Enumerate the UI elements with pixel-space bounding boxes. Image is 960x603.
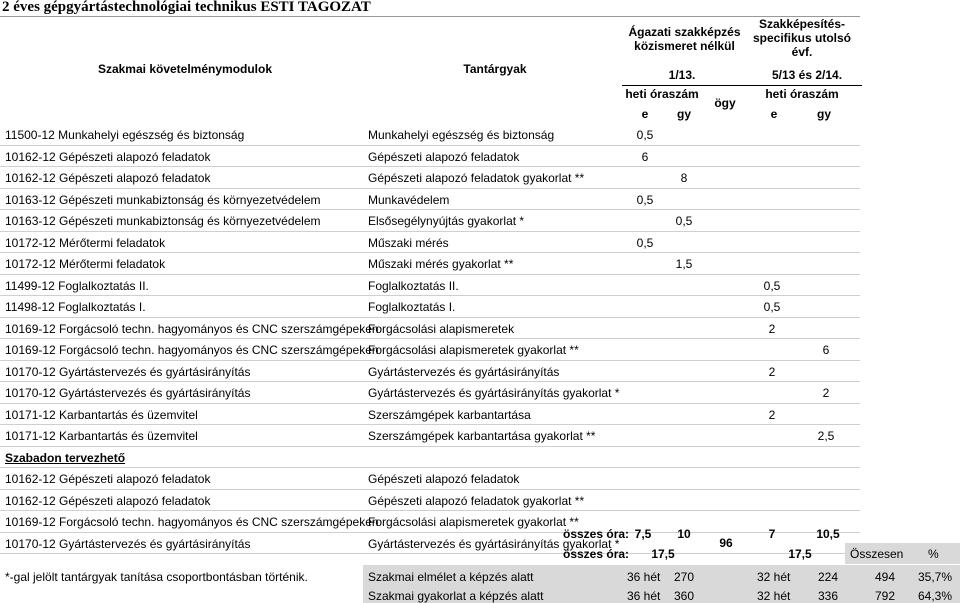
table-row [0, 382, 960, 404]
subject-cell: Gyártástervezés és gyártásirányítás gyakorlat * [368, 536, 620, 551]
table-row [0, 232, 960, 254]
page-title: 2 éves gépgyártástechnológiai technikus ESTI TAGOZAT [2, 0, 371, 15]
hours-a: 360 [674, 589, 695, 603]
subject-cell: Gépészeti alapozó feladatok [368, 472, 520, 486]
subject-cell: Gépészeti alapozó feladatok [368, 149, 520, 164]
hours-e1: 6 [641, 149, 649, 164]
table-row [0, 318, 960, 340]
col-b-year: 5/13 és 2/14. [771, 68, 843, 82]
subject-cell: Műszaki mérés [368, 235, 449, 250]
percentage: 35,7% [918, 570, 953, 584]
module-cell: 10171-12 Karbantartás és üzemvitel [5, 407, 198, 422]
hours-e2: 2 [768, 407, 776, 422]
table-row [0, 339, 960, 361]
module-cell: 10162-12 Gépészeti alapozó feladatok [5, 493, 211, 508]
table-row [0, 275, 960, 297]
hours-gy2: 2 [822, 386, 830, 400]
hours-e2: 2 [768, 364, 776, 379]
col-b-title: Szakképesítés-specifikus utolsó évf. [752, 17, 852, 59]
hours-e1: 0,5 [636, 192, 654, 207]
hours-gy1: 0,5 [675, 214, 693, 228]
hours-a: 270 [674, 570, 695, 584]
col-a-year: 1/13. [668, 68, 696, 82]
total-e1: 7,5 [634, 527, 652, 541]
subject-cell: Műszaki mérés gyakorlat ** [368, 257, 514, 271]
table-row [0, 361, 960, 383]
header-rule [622, 85, 862, 86]
total-gy2: 10,5 [816, 527, 840, 541]
total-sum-b: 17,5 [788, 547, 812, 561]
table-row [0, 167, 960, 189]
hours-e2: 0,5 [763, 300, 781, 314]
total-hours: 792 [875, 589, 896, 603]
subject-cell: Foglalkoztatás I. [368, 300, 456, 314]
total-sum-a: 17,5 [651, 547, 675, 561]
subject-cell: Gépészeti alapozó feladatok gyakorlat ** [368, 171, 585, 185]
subject-cell: Gépészeti alapozó feladatok gyakorlat ** [368, 493, 585, 508]
subjects-header: Tantárgyak [463, 62, 527, 76]
row-divider [0, 553, 860, 554]
table-row [0, 124, 960, 146]
gy-header-b: gy [816, 107, 831, 121]
table-row [0, 189, 960, 211]
hours-b: 224 [818, 570, 839, 584]
module-cell: 10170-12 Gyártástervezés és gyártásirányítás [5, 364, 251, 379]
weekly-hours-a: heti óraszám [625, 87, 699, 101]
weekly-hours-b: heti óraszám [765, 87, 839, 101]
module-cell: 11499-12 Foglalkoztatás II. [5, 278, 149, 293]
module-cell: 10169-12 Forgácsoló techn. hagyományos és CNC szerszámgépeken [5, 343, 379, 357]
total-label-1: összes óra: [563, 527, 630, 541]
module-cell: 10172-12 Mérőtermi feladatok [5, 257, 166, 271]
hours-gy2: 6 [822, 343, 830, 357]
subject-cell: Foglalkoztatás II. [368, 278, 459, 293]
module-cell: 10171-12 Karbantartás és üzemvitel [5, 429, 198, 443]
table-row [0, 404, 960, 426]
percent-label: % [928, 547, 939, 561]
table-row [0, 296, 960, 318]
modules-header: Szakmai követelménymodulok [97, 62, 273, 76]
subject-cell: Forgácsolási alapismeretek [368, 321, 515, 336]
summary-label: Szakmai gyakorlat a képzés alatt [368, 589, 544, 603]
hours-gy2: 2,5 [817, 429, 835, 443]
subject-cell: Gyártástervezés és gyártásirányítás [368, 364, 560, 379]
hours-e2: 0,5 [763, 278, 781, 293]
col-a-title: Ágazati szakképzés közismeret nélkül [628, 25, 741, 53]
footnote: *-gal jelölt tantárgyak tanítása csoportbontásban történik. [5, 570, 308, 584]
module-cell: 10162-12 Gépészeti alapozó feladatok [5, 149, 211, 164]
weeks-a: 36 hét [627, 570, 661, 584]
subject-cell: Forgácsolási alapismeretek gyakorlat ** [368, 343, 579, 357]
subject-cell: Gyártástervezés és gyártásirányítás gyakorlat * [368, 386, 620, 400]
subject-cell: Forgácsolási alapismeretek gyakorlat ** [368, 515, 579, 529]
weeks-b: 32 hét [757, 589, 791, 603]
module-cell: 10162-12 Gépészeti alapozó feladatok [5, 472, 211, 486]
hours-e1: 0,5 [636, 128, 654, 142]
table-row [0, 425, 960, 447]
weeks-a: 36 hét [627, 589, 661, 603]
subject-cell: Munkahelyi egészség és biztonság [368, 128, 555, 142]
module-cell: 10169-12 Forgácsoló techn. hagyományos és CNC szerszámgépeken [5, 515, 379, 529]
module-cell: 10163-12 Gépészeti munkabiztonság és környezetvédelem [5, 192, 321, 207]
weeks-b: 32 hét [757, 570, 791, 584]
title-rule [0, 16, 860, 17]
e-header-b: e [770, 107, 778, 121]
summary-label: Szakmai elmélet a képzés alatt [368, 570, 534, 584]
subject-cell: Szerszámgépek karbantartása gyakorlat ** [368, 429, 596, 443]
total-label-2: összes óra: [563, 547, 630, 561]
e-header-a: e [641, 107, 649, 121]
module-cell: 11500-12 Munkahelyi egészség és biztonság [5, 128, 245, 142]
free-section-title: Szabadon tervezhető [5, 450, 126, 465]
hours-gy1: 8 [680, 171, 688, 185]
hours-e1: 0,5 [636, 235, 654, 250]
free-section-row [0, 447, 960, 469]
table-row [0, 490, 960, 512]
osszesen-label: Összesen [850, 547, 904, 561]
total-ogy: 96 [719, 536, 733, 550]
hours-gy1: 1,5 [675, 257, 693, 271]
table-row [0, 146, 960, 168]
module-cell: 10162-12 Gépészeti alapozó feladatok [5, 171, 211, 185]
table-row [0, 253, 960, 275]
ogy-header: ögy [714, 96, 736, 110]
hours-b: 336 [818, 589, 839, 603]
gy-header-a: gy [676, 107, 691, 121]
module-cell: 10163-12 Gépészeti munkabiztonság és környezetvédelem [5, 214, 321, 228]
module-cell: 11498-12 Foglalkoztatás I. [5, 300, 146, 314]
total-e2: 7 [768, 527, 776, 541]
percentage: 64,3% [918, 589, 953, 603]
subject-cell: Szerszámgépek karbantartása [368, 407, 531, 422]
hours-e2: 2 [768, 321, 776, 336]
total-hours: 494 [875, 570, 896, 584]
table-row [0, 210, 960, 232]
total-gy1: 10 [677, 527, 691, 541]
subject-cell: Elsősegélynyújtás gyakorlat * [368, 214, 525, 228]
table-row [0, 468, 960, 490]
module-cell: 10169-12 Forgácsoló techn. hagyományos és CNC szerszámgépeken [5, 321, 379, 336]
module-cell: 10170-12 Gyártástervezés és gyártásirányítás [5, 536, 251, 551]
subject-cell: Munkavédelem [368, 192, 450, 207]
module-cell: 10172-12 Mérőtermi feladatok [5, 235, 166, 250]
module-cell: 10170-12 Gyártástervezés és gyártásirányítás [5, 386, 251, 400]
